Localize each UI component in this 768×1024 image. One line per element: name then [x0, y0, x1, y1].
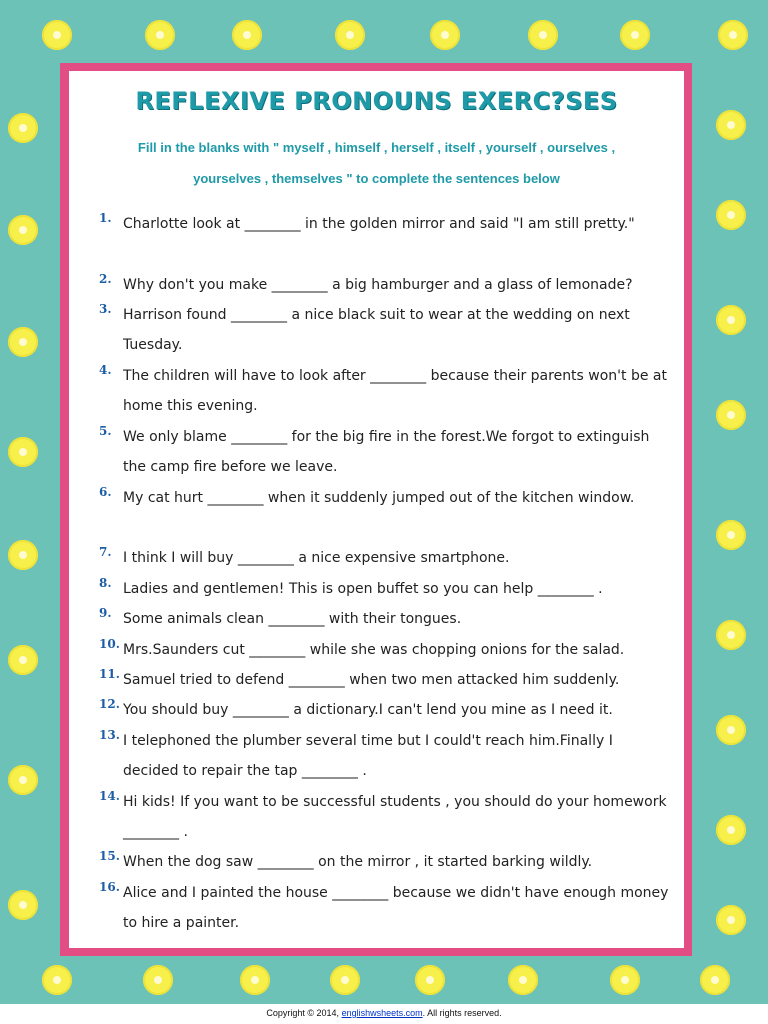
- instructions-line-2: yourselves , themselves " to complete the sentences below: [193, 171, 560, 186]
- question-number: 10.: [99, 637, 120, 651]
- polka-dot-decoration: [8, 327, 38, 357]
- copyright-footer: [0, 1008, 768, 1018]
- polka-dot-decoration: [700, 965, 730, 995]
- polka-dot-decoration: [716, 400, 746, 430]
- question-number: 4.: [99, 363, 112, 377]
- question-text: Mrs.Saunders cut ________ while she was chopping onions for the salad.: [123, 642, 625, 658]
- polka-dot-decoration: [716, 815, 746, 845]
- question-text: Why don't you make ________ a big hamburger and a glass of lemonade?: [123, 277, 633, 293]
- polka-dot-decoration: [716, 305, 746, 335]
- question-text: I telephoned the plumber several time but I could't reach him.Finally I decided to repair the tap ________ .: [123, 733, 613, 779]
- polka-dot-decoration: [42, 965, 72, 995]
- question-text: Charlotte look at ________ in the golden mirror and said "I am still pretty.": [123, 216, 635, 232]
- question-text: Samuel tried to defend ________ when two men attacked him suddenly.: [123, 672, 620, 688]
- polka-dot-decoration: [335, 20, 365, 50]
- question-number: 2.: [99, 272, 112, 286]
- question-number: 16.: [99, 880, 120, 894]
- polka-dot-decoration: [42, 20, 72, 50]
- question-number: 14.: [99, 789, 120, 803]
- question-number: 12.: [99, 697, 120, 711]
- polka-dot-decoration: [716, 620, 746, 650]
- polka-dot-decoration: [528, 20, 558, 50]
- question-text: When the dog saw ________ on the mirror , it started barking wildly.: [123, 854, 593, 870]
- question-text: Harrison found ________ a nice black suit to wear at the wedding on next Tuesday.: [123, 307, 630, 353]
- polka-dot-decoration: [610, 965, 640, 995]
- polka-dot-decoration: [8, 540, 38, 570]
- polka-dot-decoration: [620, 20, 650, 50]
- question-number: 13.: [99, 728, 120, 742]
- polka-dot-decoration: [415, 965, 445, 995]
- question-text: Hi kids! If you want to be successful students , you should do your homework ________ .: [123, 794, 667, 840]
- polka-dot-decoration: [8, 765, 38, 795]
- question-text: My cat hurt ________ when it suddenly jumped out of the kitchen window.: [123, 490, 635, 506]
- polka-dot-decoration: [330, 965, 360, 995]
- polka-dot-decoration: [716, 905, 746, 935]
- polka-dot-decoration: [716, 715, 746, 745]
- question-number: 11.: [99, 667, 120, 681]
- question-text: Some animals clean ________ with their tongues.: [123, 611, 462, 627]
- polka-dot-decoration: [430, 20, 460, 50]
- question-number: 8.: [99, 576, 112, 590]
- polka-dot-decoration: [143, 965, 173, 995]
- polka-dot-decoration: [232, 20, 262, 50]
- question-number: 15.: [99, 849, 120, 863]
- polka-dot-decoration: [145, 20, 175, 50]
- polka-dot-decoration: [718, 20, 748, 50]
- copyright-prefix: Copyright © 2014,: [266, 1008, 340, 1018]
- polka-dot-decoration: [8, 890, 38, 920]
- polka-dot-decoration: [8, 215, 38, 245]
- question-number: 7.: [99, 545, 112, 559]
- polka-dot-decoration: [8, 437, 38, 467]
- question-text: The children will have to look after ________ because their parents won't be at home this evening.: [123, 368, 667, 414]
- worksheet-title: REFLEXIVE PRONOUNS EXERC?SES: [135, 87, 618, 115]
- question-text: I think I will buy ________ a nice expensive smartphone.: [123, 550, 510, 566]
- polka-dot-decoration: [508, 965, 538, 995]
- copyright-suffix: . All rights reserved.: [422, 1008, 502, 1018]
- question-number: 1.: [99, 211, 112, 225]
- question-text: You should buy ________ a dictionary.I can't lend you mine as I need it.: [123, 702, 613, 718]
- question-number: 6.: [99, 485, 112, 499]
- question-number: 9.: [99, 606, 112, 620]
- worksheet-page: [69, 71, 684, 948]
- question-text: Alice and I painted the house ________ because we didn't have enough money to hire a painter.: [123, 885, 669, 931]
- question-text: We only blame ________ for the big fire in the forest.We forgot to extinguish the camp fire before we leave.: [123, 429, 650, 475]
- polka-dot-decoration: [240, 965, 270, 995]
- question-number: 3.: [99, 302, 112, 316]
- polka-dot-decoration: [8, 645, 38, 675]
- site-link[interactable]: englishwsheets.com: [341, 1008, 423, 1018]
- polka-dot-decoration: [716, 110, 746, 140]
- instructions-line-1: Fill in the blanks with " myself , himself , herself , itself , yourself , ourselves ,: [137, 140, 616, 155]
- polka-dot-decoration: [716, 520, 746, 550]
- question-number: 5.: [99, 424, 112, 438]
- question-text: Ladies and gentlemen! This is open buffet so you can help ________ .: [123, 581, 603, 597]
- polka-dot-decoration: [716, 200, 746, 230]
- polka-dot-decoration: [8, 113, 38, 143]
